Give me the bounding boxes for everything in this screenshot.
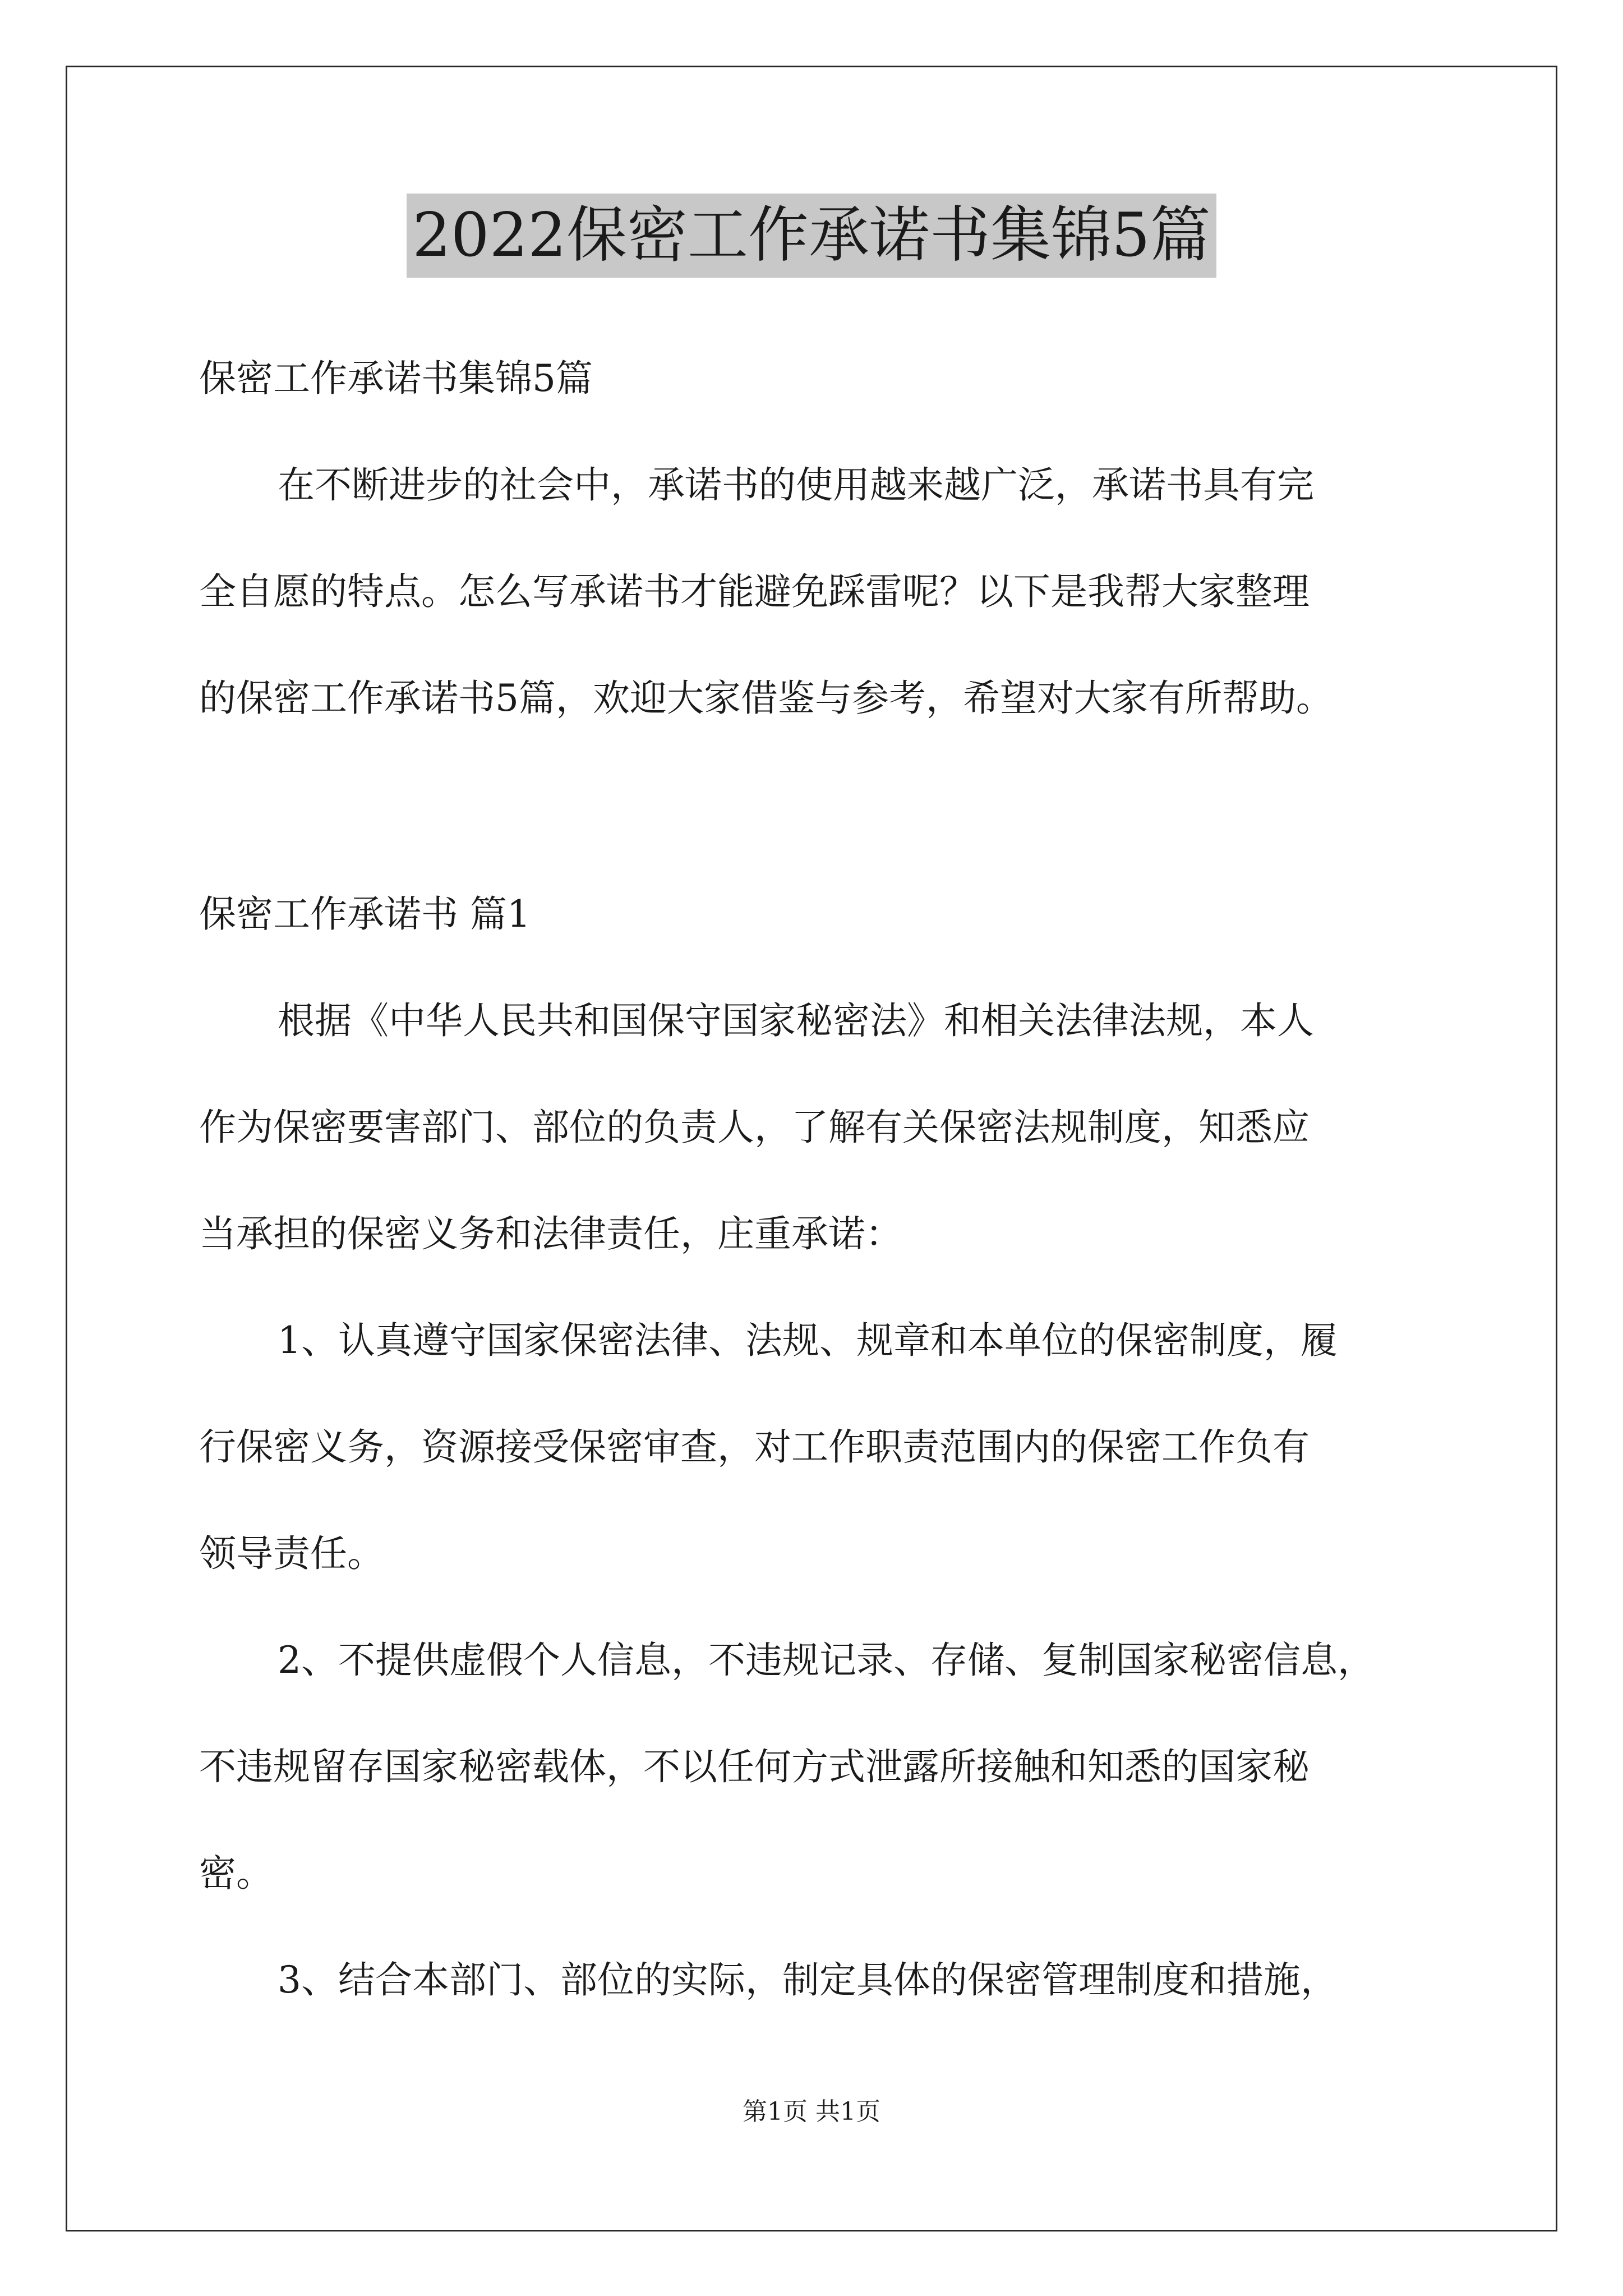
section-line-1: 根据《中华人民共和国保守国家秘密法》和相关法律法规，本人 (278, 999, 1314, 1042)
section-line-10: 3、结合本部门、部位的实际，制定具体的保密管理制度和措施， (278, 1958, 1338, 2001)
section-line-7: 2、不提供虚假个人信息，不违规记录、存储、复制国家秘密信息， (278, 1639, 1375, 1682)
intro-line-1: 在不断进步的社会中，承诺书的使用越来越广泛，承诺书具有完 (278, 463, 1314, 507)
document-title-text: 2022保密工作承诺书集锦5篇 (407, 194, 1216, 278)
document-title (0, 194, 1623, 278)
section-line-6: 领导责任。 (199, 1532, 384, 1575)
section-line-2: 作为保密要害部门、部位的负责人，了解有关保密法规制度，知悉应 (199, 1106, 1310, 1149)
section-line-4: 1、认真遵守国家保密法律、法规、规章和本单位的保密制度，履 (278, 1319, 1338, 1362)
section-line-5: 行保密义务，资源接受保密审查，对工作职责范围内的保密工作负有 (199, 1425, 1310, 1469)
intro-line-3: 的保密工作承诺书5篇，欢迎大家借鉴与参考，希望对大家有所帮助。 (199, 677, 1333, 720)
intro-line-2: 全自愿的特点。怎么写承诺书才能避免踩雷呢？以下是我帮大家整理 (199, 570, 1310, 613)
section-heading: 保密工作承诺书 篇1 (199, 892, 531, 936)
section-line-3: 当承担的保密义务和法律责任，庄重承诺： (199, 1212, 902, 1255)
document-subtitle: 保密工作承诺书集锦5篇 (199, 357, 593, 400)
section-line-9: 密。 (199, 1852, 273, 1895)
page-footer: 第1页 共1页 (743, 2097, 880, 2126)
section-line-8: 不违规留存国家秘密载体，不以任何方式泄露所接触和知悉的国家秘 (199, 1745, 1310, 1788)
